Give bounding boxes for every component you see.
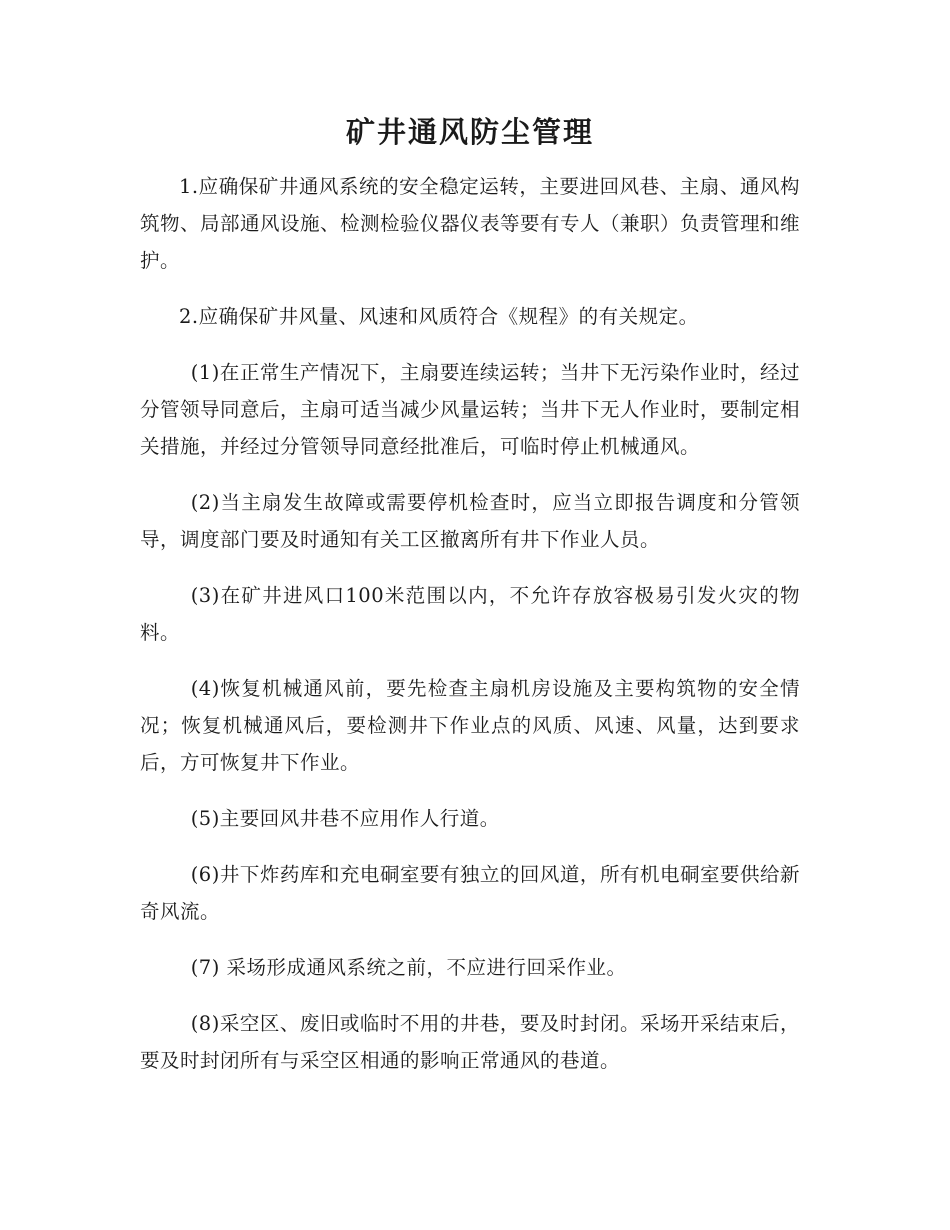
paragraph-2-item-6: (6)井下炸药库和充电硐室要有独立的回风道，所有机电硐室要供给新奇风流。 — [140, 863, 800, 923]
paragraph-2-item-7: (7) 采场形成通风系统之前，不应进行回采作业。 — [190, 956, 627, 979]
paragraph-2-item-5: (5)主要回风井巷不应用作人行道。 — [190, 807, 500, 830]
paragraph-2-item-8: (8)采空区、废旧或临时不用的井巷，要及时封闭。采场开采结束后，要及时封闭所有与采空区相通的影响正常通风的巷道。 — [140, 1012, 800, 1072]
paragraph-2-item-4: (4)恢复机械通风前，要先检查主扇机房设施及主要构筑物的安全情况；恢复机械通风后，要检测井下作业点的风质、风速、风量，达到要求后，方可恢复井下作业。 — [140, 677, 800, 774]
paragraph-2-item-3: (3)在矿井进风口100米范围以内，不允许存放容极易引发火灾的物料。 — [140, 584, 800, 644]
paragraph-2-item-2: (2)当主扇发生故障或需要停机检查时，应当立即报告调度和分管领导，调度部门要及时通知有关工区撤离所有井下作业人员。 — [140, 491, 800, 551]
paragraph-2-item-1: (1)在正常生产情况下，主扇要连续运转；当井下无污染作业时，经过分管领导同意后，主扇可适当减少风量运转；当井下无人作业时，要制定相关措施，并经过分管领导同意经批准后，可临时停止机械通风。 — [140, 361, 801, 458]
document-page — [140, 110, 800, 1098]
paragraph-2: 2.应确保矿井风量、风速和风质符合《规程》的有关规定。 — [179, 305, 699, 328]
paragraph-1: 1.应确保矿井通风系统的安全稳定运转，主要进回风巷、主扇、通风构筑物、局部通风设施、检测检验仪器仪表等要有专人（兼职）负责管理和维护。 — [140, 175, 801, 272]
document-title: 矿井通风防尘管理 — [345, 115, 594, 149]
